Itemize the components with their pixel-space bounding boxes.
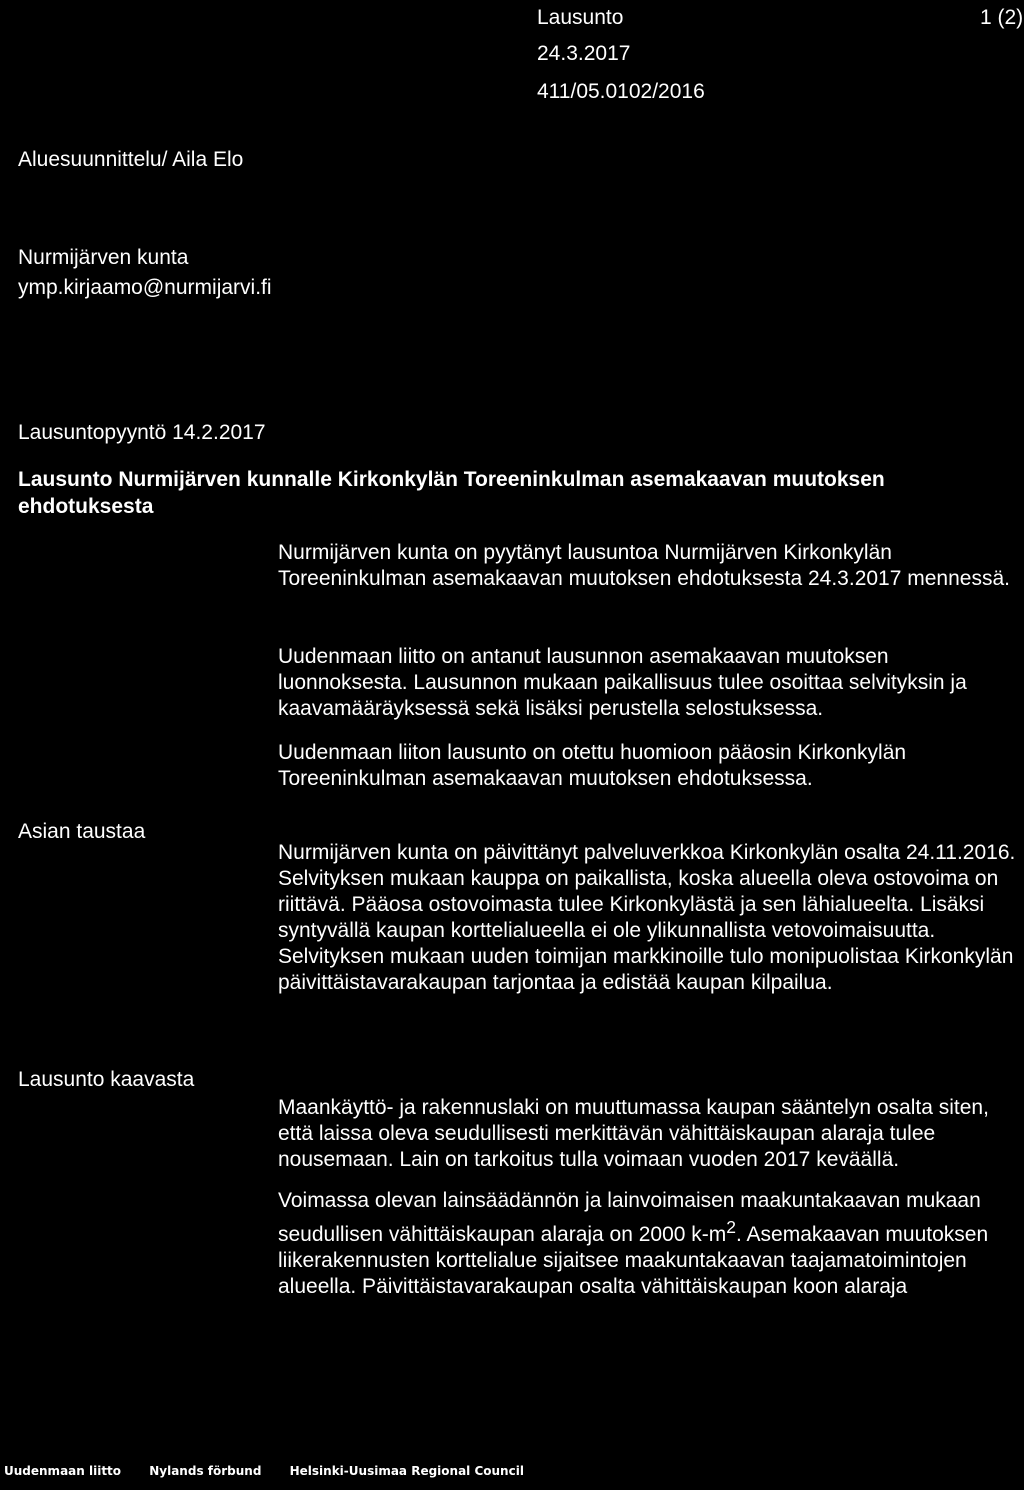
page-number: 1 (2) [980, 6, 1024, 29]
superscript: 2 [726, 1217, 737, 1237]
paragraph-text: Uudenmaan liiton lausunto on otettu huomioon pääosin Kirkonkylän Toreeninkulman asemakaavan muutoksen ehdotuksessa. [278, 741, 907, 790]
paragraph-current-law [278, 1188, 1018, 1300]
recipient-name: Nurmijärven kunta [18, 246, 189, 269]
footer-name-sv: Nylands förbund [149, 1464, 262, 1478]
paragraph-text-part: Voimassa olevan lainsäädännön ja lainvoimaisen maakuntakaavan mukaan seudullisen vähittäiskaupan alaraja on 2000 k-m [278, 1189, 981, 1246]
document-date: 24.3.2017 [537, 42, 631, 65]
paragraph-request [278, 540, 1018, 592]
paragraph-text: Uudenmaan liitto on antanut lausunnon asemakaavan muutoksen luonnoksesta. Lausunnon mukaan paikallisuus tulee osoittaa selvityksin ja kaavamääräyksessä sekä lisäksi perustella selostuksessa. [278, 645, 967, 720]
footer-name-en: Helsinki-Uusimaa Regional Council [289, 1464, 524, 1478]
document-type: Lausunto [537, 6, 624, 29]
footer-name-fi: Uudenmaan liitto [4, 1464, 122, 1478]
reference-number: 411/05.0102/2016 [537, 80, 705, 103]
paragraph-text: Nurmijärven kunta on pyytänyt lausuntoa Nurmijärven Kirkonkylän Toreeninkulman asemakaavan muutoksen ehdotuksesta 24.3.2017 mennessä. [278, 541, 1010, 590]
section-heading-background: Asian taustaa [18, 820, 146, 843]
section-heading-statement: Lausunto kaavasta [18, 1068, 195, 1091]
sender: Aluesuunnittelu/ Aila Elo [18, 148, 244, 171]
paragraph-background [278, 840, 1018, 996]
paragraph-text: Nurmijärven kunta on päivittänyt palveluverkkoa Kirkonkylän osalta 24.11.2016. Selvityksen mukaan kauppa on paikallista, koska alueella oleva ostovoima on riittävä. Pääosa ostovoimasta tulee Kirkonkylästä ja sen lähialueelta. Lisäksi syntyvällä kaupan korttelialueella ei ole ylikunnallista vetovoimaisuutta. Selvityksen mukaan uuden toimijan markkinoille tulo monipuolistaa Kirkonkylän päivittäistavarakaupan tarjontaa ja edistää kaupan kilpailua. [278, 841, 1016, 994]
paragraph-text [278, 1188, 1018, 1300]
paragraph-text: Maankäyttö- ja rakennuslaki on muuttumassa kaupan sääntelyn osalta siten, että laissa oleva seudullisesti merkittävän vähittäiskaupan alaraja tulee nousemaan. Lain on tarkoitus tulla voimaan vuoden 2017 keväällä. [278, 1096, 989, 1171]
request-line: Lausuntopyyntö 14.2.2017 [18, 421, 266, 444]
paragraph-law-change [278, 1095, 1018, 1173]
subject-heading: Lausunto Nurmijärven kunnalle Kirkonkylän Toreeninkulman asemakaavan muutoksen ehdotuksesta [18, 468, 885, 518]
paragraph-previous-statement [278, 644, 1018, 722]
footer-organization [4, 1464, 548, 1480]
recipient-email: ymp.kirjaamo@nurmijarvi.fi [18, 276, 272, 299]
paragraph-text-part: . Asemakaavan muutoksen liikerakennusten korttelialue sijaitsee maakuntakaavan taajamatoimintojen alueella. Päivittäistavarakaupan osalta vähittäiskaupan koon alaraja [278, 1223, 989, 1298]
paragraph-considered [278, 740, 1018, 792]
